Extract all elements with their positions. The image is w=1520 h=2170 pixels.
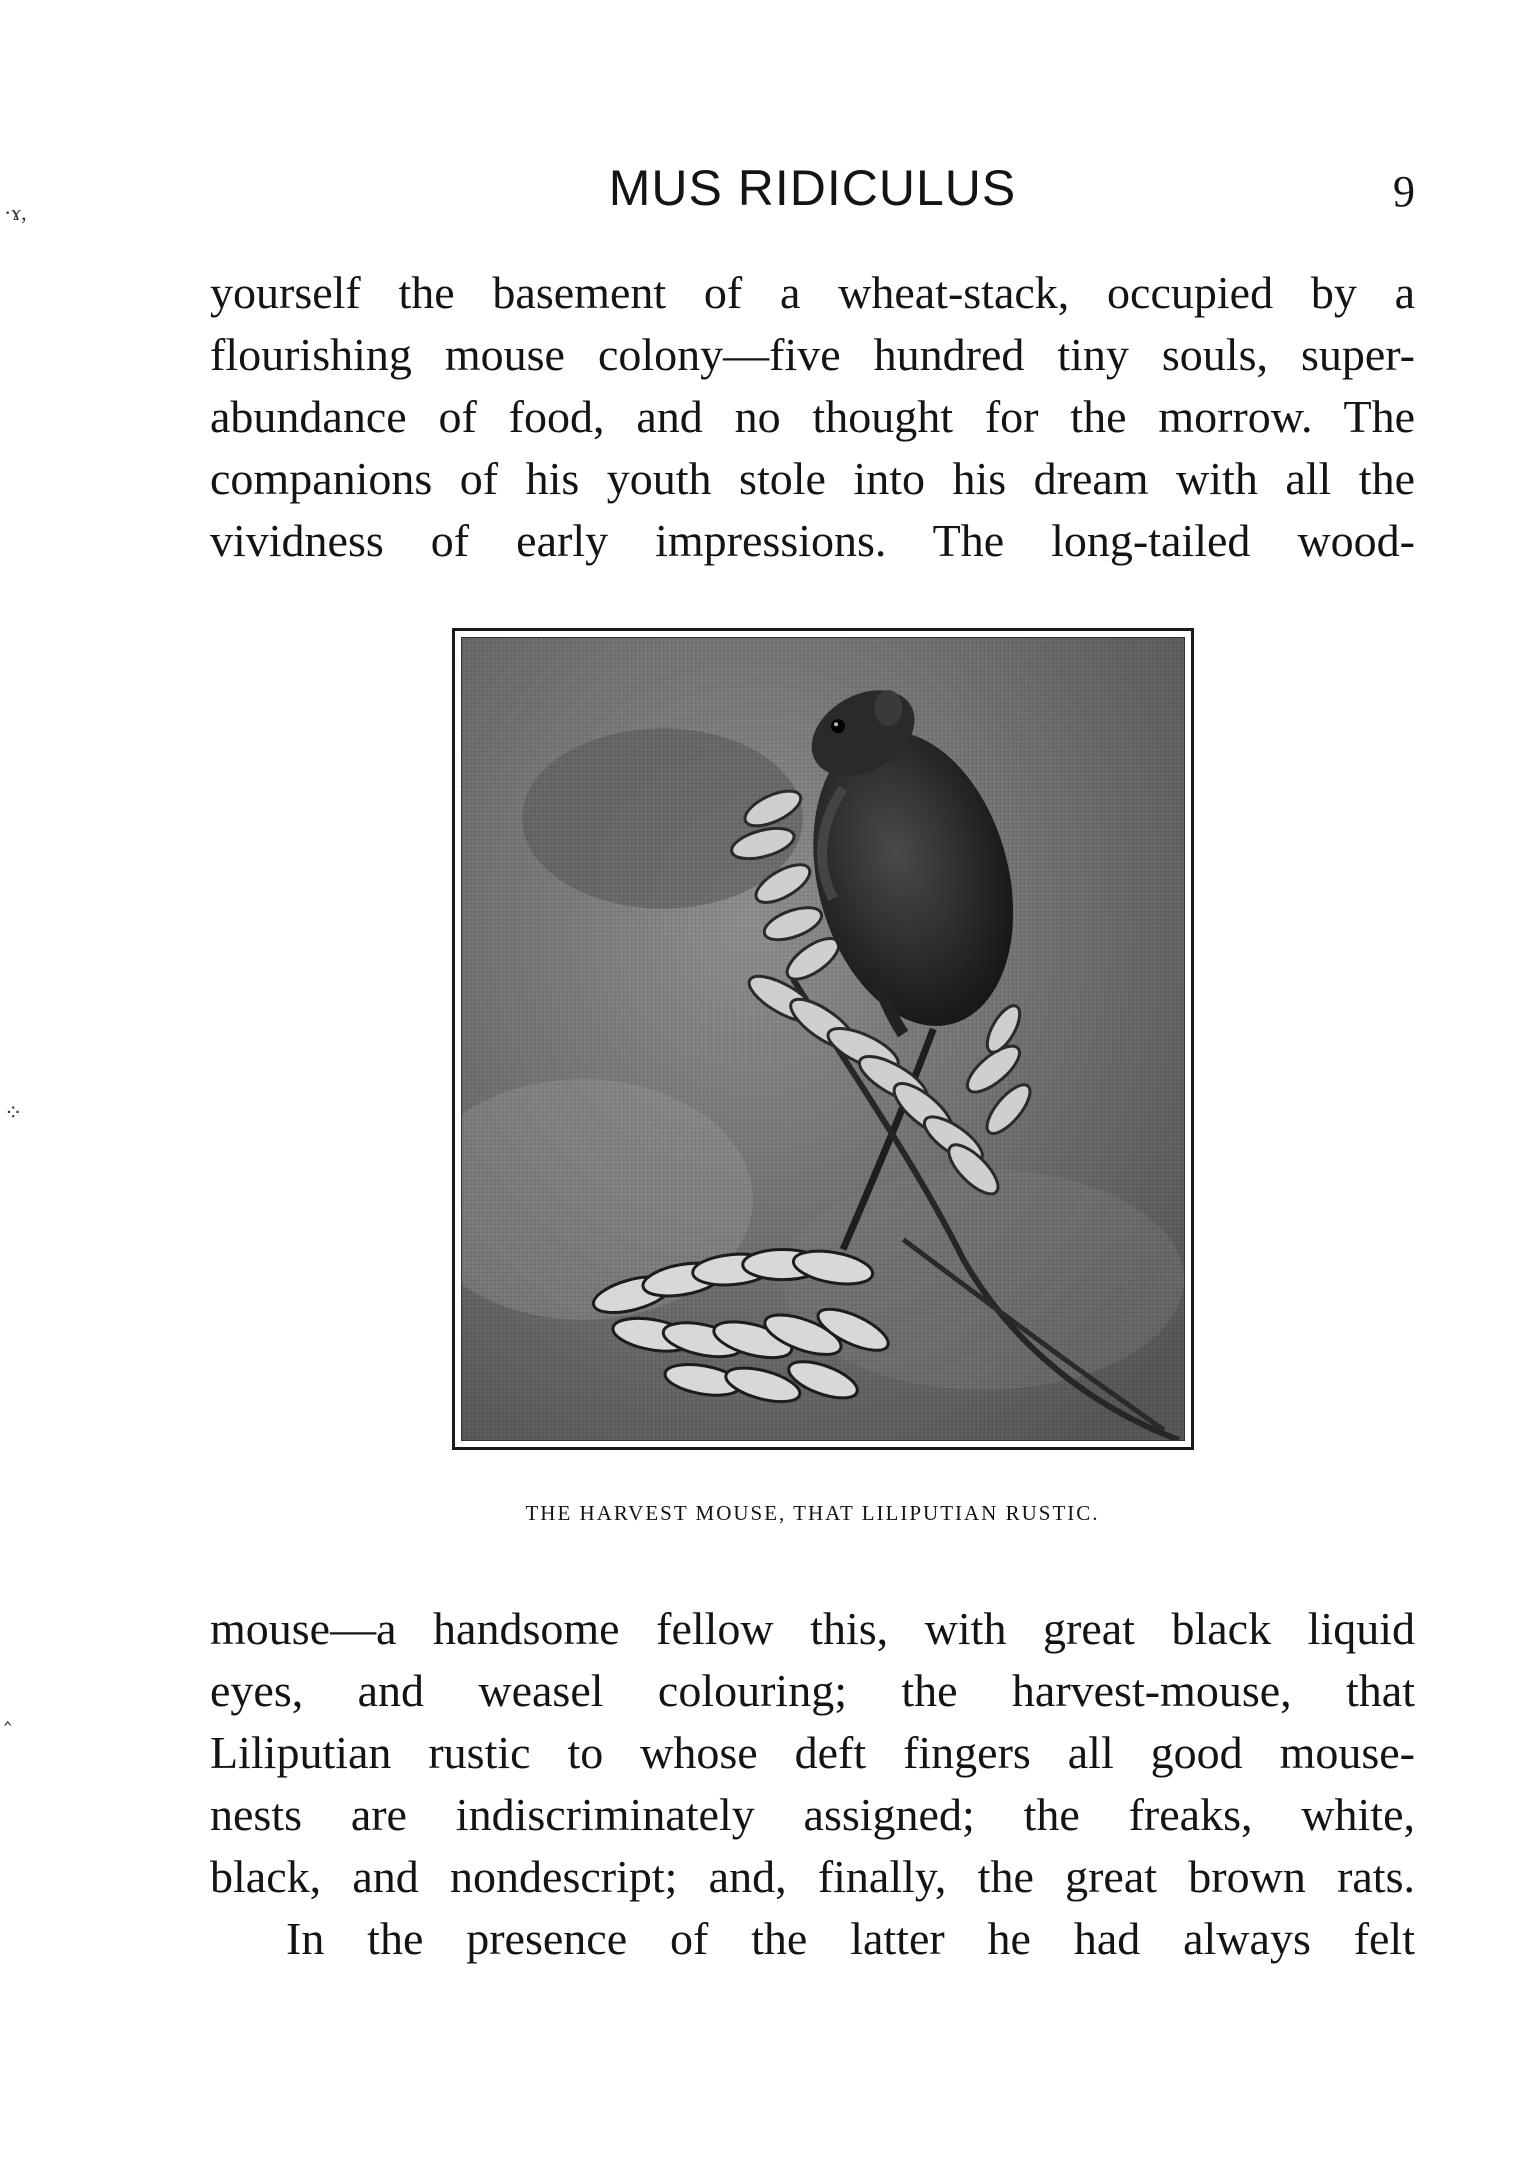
harvest-mouse-photograph (452, 628, 1194, 1450)
margin-smudge: ·ɤ, (4, 200, 27, 225)
text-line: yourself the basement of a wheat-stack, occupied by a (210, 267, 1415, 318)
text-line: Liliputian rustic to whose deft fingers all good mouse- (210, 1727, 1415, 1778)
photo-frame (461, 637, 1185, 1441)
body-paragraph-top (210, 262, 1415, 572)
figure-caption: THE HARVEST MOUSE, THAT LILIPUTIAN RUSTIC. (525, 1501, 1100, 1525)
text-line: eyes, and weasel colouring; the harvest-mouse, that (210, 1665, 1415, 1716)
text-line: mouse—a handsome fellow this, with great black liquid (210, 1603, 1415, 1654)
text-line: companions of his youth stole into his dream with all the (210, 453, 1415, 504)
mouse-on-wheat-illustration (462, 638, 1184, 1440)
page-number: 9 (1393, 167, 1415, 216)
text-line-indented: In the presence of the latter he had always felt (286, 1913, 1415, 1964)
text-line: nests are indiscriminately assigned; the freaks, white, (210, 1789, 1415, 1840)
running-head (210, 158, 1415, 218)
margin-smudge: ‸ (4, 1700, 12, 1725)
text-line: flourishing mouse colony—five hundred tiny souls, super- (210, 329, 1415, 380)
text-line: vividness of early impressions. The long-tailed wood- (210, 515, 1415, 566)
text-line: abundance of food, and no thought for the morrow. The (210, 391, 1415, 442)
margin-smudge: ⁘ (4, 1100, 23, 1125)
body-paragraph-bottom (210, 1598, 1415, 1970)
text-line: black, and nondescript; and, finally, the great brown rats. (210, 1851, 1415, 1902)
chapter-title: MUS RIDICULUS (608, 160, 1017, 216)
